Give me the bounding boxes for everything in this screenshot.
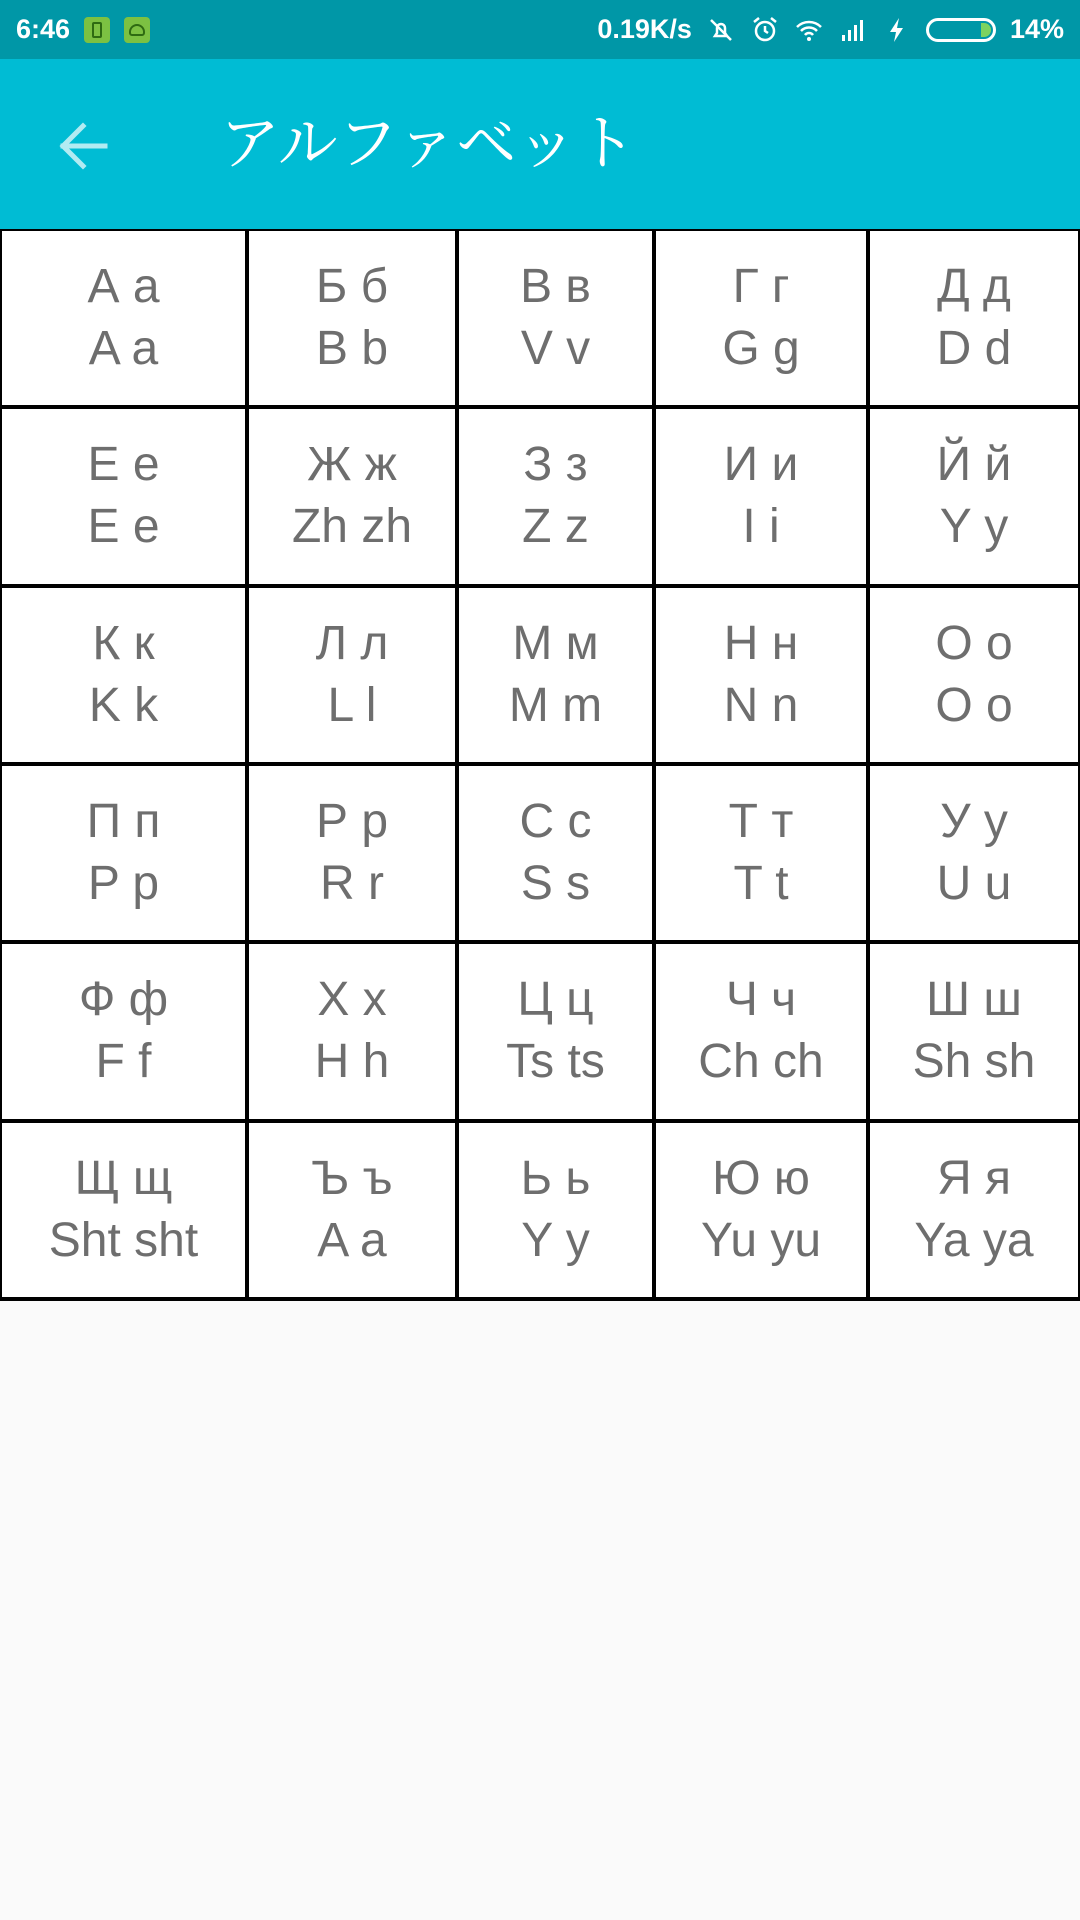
latin-transliteration: Y y bbox=[939, 500, 1009, 554]
latin-transliteration: Ya ya bbox=[914, 1213, 1034, 1267]
letter-cell[interactable] bbox=[249, 1123, 459, 1301]
letter-cell[interactable] bbox=[2, 766, 249, 944]
latin-transliteration: A a bbox=[317, 1213, 387, 1267]
charging-icon bbox=[882, 15, 912, 45]
cyrillic-letter: Р р bbox=[315, 795, 389, 849]
latin-transliteration: Sh sh bbox=[912, 1035, 1036, 1089]
latin-transliteration: H h bbox=[314, 1035, 390, 1089]
letter-cell[interactable] bbox=[870, 409, 1080, 587]
letter-cell[interactable] bbox=[870, 944, 1080, 1122]
letter-cell[interactable] bbox=[656, 944, 870, 1122]
latin-transliteration: L l bbox=[327, 678, 377, 732]
battery-percent: 14% bbox=[1009, 14, 1064, 44]
cyrillic-letter: Х х bbox=[317, 973, 387, 1027]
letter-cell[interactable] bbox=[656, 766, 870, 944]
battery-saver-icon bbox=[84, 17, 110, 43]
cyrillic-letter: М м bbox=[512, 616, 599, 670]
cyrillic-letter: Т т bbox=[728, 795, 794, 849]
cyrillic-letter: С с bbox=[519, 795, 592, 849]
alarm-icon bbox=[750, 15, 780, 45]
latin-transliteration: Sht sht bbox=[48, 1213, 199, 1267]
latin-transliteration: Z z bbox=[522, 500, 589, 554]
letter-cell[interactable] bbox=[2, 1123, 249, 1301]
letter-cell[interactable] bbox=[459, 944, 656, 1122]
latin-transliteration: F f bbox=[95, 1035, 152, 1089]
cyrillic-letter: Б б bbox=[315, 260, 389, 314]
latin-transliteration: V v bbox=[520, 322, 591, 376]
latin-transliteration: P p bbox=[87, 857, 160, 911]
latin-transliteration: G g bbox=[722, 322, 800, 376]
letter-cell[interactable] bbox=[459, 588, 656, 766]
cyrillic-letter: Н н bbox=[723, 616, 799, 670]
mute-icon bbox=[706, 15, 736, 45]
letter-cell[interactable] bbox=[870, 231, 1080, 409]
cyrillic-letter: Ц ц bbox=[517, 973, 594, 1027]
network-speed: 0.19K/s bbox=[597, 14, 692, 44]
letter-cell[interactable] bbox=[249, 944, 459, 1122]
latin-transliteration: I i bbox=[742, 500, 780, 554]
cyrillic-letter: Ю ю bbox=[712, 1151, 810, 1205]
arrow-left-icon bbox=[57, 122, 109, 170]
latin-transliteration: Y y bbox=[521, 1213, 590, 1267]
cyrillic-letter: О о bbox=[935, 616, 1013, 670]
cyrillic-letter: Ф ф bbox=[78, 973, 169, 1027]
letter-cell[interactable] bbox=[870, 1123, 1080, 1301]
cyrillic-letter: З з bbox=[523, 438, 588, 492]
letter-cell[interactable] bbox=[459, 409, 656, 587]
latin-transliteration: O o bbox=[935, 678, 1013, 732]
latin-transliteration: Ch ch bbox=[698, 1035, 824, 1089]
cyrillic-letter: Щ щ bbox=[74, 1151, 173, 1205]
letter-cell[interactable] bbox=[656, 1123, 870, 1301]
latin-transliteration: Yu yu bbox=[700, 1213, 822, 1267]
latin-transliteration: S s bbox=[520, 857, 591, 911]
letter-cell[interactable] bbox=[870, 766, 1080, 944]
page-title: アルファベット bbox=[220, 109, 637, 179]
letter-cell[interactable] bbox=[2, 944, 249, 1122]
letter-cell[interactable] bbox=[459, 766, 656, 944]
latin-transliteration: N n bbox=[723, 678, 799, 732]
latin-transliteration: T t bbox=[733, 857, 789, 911]
android-icon bbox=[124, 17, 150, 43]
cyrillic-letter: У у bbox=[940, 795, 1008, 849]
cyrillic-letter: Е е bbox=[87, 438, 160, 492]
latin-transliteration: A a bbox=[88, 322, 159, 376]
back-button[interactable] bbox=[50, 117, 116, 175]
latin-transliteration: E e bbox=[87, 500, 160, 554]
cyrillic-letter: Ш ш bbox=[926, 973, 1022, 1027]
latin-transliteration: R r bbox=[320, 857, 384, 911]
status-bar-left bbox=[16, 14, 150, 45]
letter-cell[interactable] bbox=[249, 766, 459, 944]
letter-cell[interactable] bbox=[249, 588, 459, 766]
cyrillic-letter: А а bbox=[87, 260, 160, 314]
cyrillic-letter: Г г bbox=[732, 260, 790, 314]
wifi-icon bbox=[794, 15, 824, 45]
letter-cell[interactable] bbox=[459, 231, 656, 409]
latin-transliteration: K k bbox=[88, 678, 159, 732]
alphabet-grid bbox=[0, 229, 1080, 1301]
letter-cell[interactable] bbox=[249, 409, 459, 587]
cyrillic-letter: Ь ь bbox=[520, 1151, 591, 1205]
latin-transliteration: Ts ts bbox=[506, 1035, 605, 1089]
cyrillic-letter: П п bbox=[86, 795, 161, 849]
latin-transliteration: U u bbox=[936, 857, 1012, 911]
letter-cell[interactable] bbox=[870, 588, 1080, 766]
status-bar bbox=[0, 0, 1080, 59]
signal-icon bbox=[838, 15, 868, 45]
latin-transliteration: D d bbox=[936, 322, 1012, 376]
battery-icon bbox=[926, 18, 996, 42]
letter-cell[interactable] bbox=[249, 231, 459, 409]
app-bar bbox=[0, 59, 1080, 229]
latin-transliteration: B b bbox=[315, 322, 389, 376]
cyrillic-letter: Д д bbox=[937, 260, 1011, 314]
cyrillic-letter: Я я bbox=[937, 1151, 1011, 1205]
letter-cell[interactable] bbox=[656, 231, 870, 409]
cyrillic-letter: Л л bbox=[315, 616, 389, 670]
latin-transliteration: M m bbox=[508, 678, 603, 732]
letter-cell[interactable] bbox=[2, 409, 249, 587]
cyrillic-letter: Ч ч bbox=[725, 973, 797, 1027]
cyrillic-letter: В в bbox=[520, 260, 591, 314]
status-bar-right bbox=[597, 14, 1064, 45]
latin-transliteration: Zh zh bbox=[291, 500, 413, 554]
letter-cell[interactable] bbox=[656, 588, 870, 766]
letter-cell[interactable] bbox=[2, 231, 249, 409]
letter-cell[interactable] bbox=[656, 409, 870, 587]
cyrillic-letter: К к bbox=[92, 616, 155, 670]
letter-cell[interactable] bbox=[459, 1123, 656, 1301]
cyrillic-letter: Ъ ъ bbox=[311, 1151, 393, 1205]
cyrillic-letter: Ж ж bbox=[307, 438, 397, 492]
clock: 6:46 bbox=[16, 14, 71, 44]
cyrillic-letter: Й й bbox=[936, 438, 1012, 492]
letter-cell[interactable] bbox=[2, 588, 249, 766]
cyrillic-letter: И и bbox=[723, 438, 799, 492]
